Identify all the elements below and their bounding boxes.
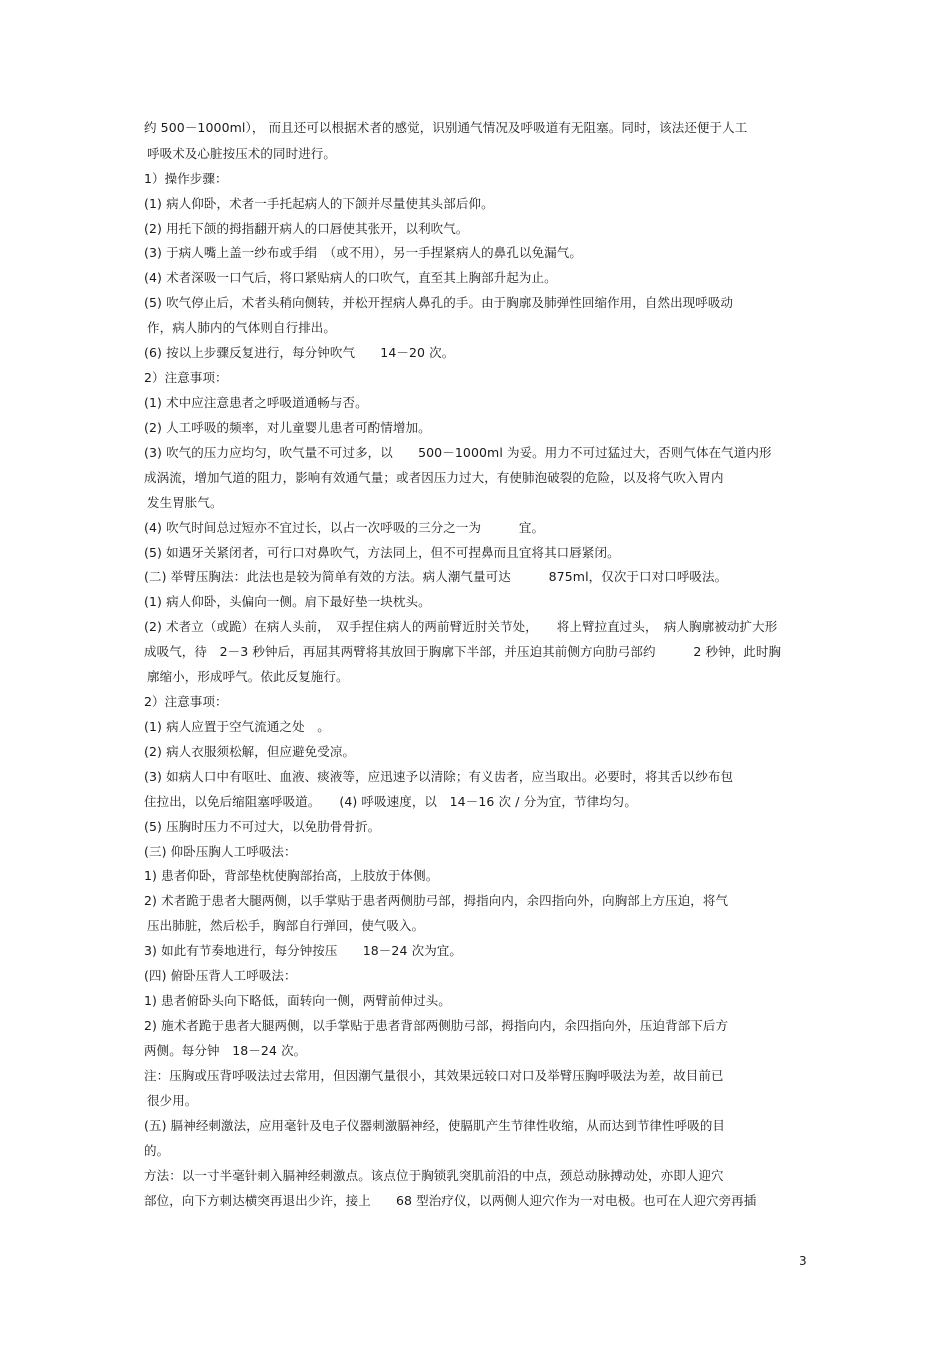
text-line: (1) 病人应置于空气流通之处 。	[144, 719, 330, 734]
text-line: (5) 压胸时压力不可过大，以免肋骨骨折。	[144, 819, 381, 834]
text-line: 发生胃胀气。	[147, 495, 223, 510]
section-heading: 2）注意事项：	[144, 694, 228, 709]
text-line: (6) 按以上步骤反复进行，每分钟吹气 14－20 次。	[144, 345, 455, 360]
text-line: 方法：以一寸半毫针刺入膈神经刺激点。该点位于胸锁乳突肌前沿的中点，颈总动脉搏动处，亦即人迎穴	[144, 1168, 724, 1183]
text-line: 成吸气，待 2－3 秒钟后，再屈其两臂将其放回于胸廓下半部，并压迫其前侧方向肋弓部约 2 秒钟，此时胸	[144, 644, 782, 659]
text-line: (5) 如遇牙关紧闭者，可行口对鼻吹气，方法同上，但不可捏鼻而且宜将其口唇紧闭。	[144, 545, 620, 560]
text-line: (1) 术中应注意患者之呼吸道通畅与否。	[144, 395, 368, 410]
section-heading: (四) 俯卧压背人工呼吸法：	[144, 968, 297, 983]
text-line: 两侧。每分钟 18－24 次。	[144, 1043, 307, 1058]
text-line: (1) 病人仰卧，术者一手托起病人的下颌并尽量使其头部后仰。	[144, 196, 494, 211]
text-line: 约 500－1000ml）， 而且还可以根据术者的感觉，识别通气情况及呼吸道有无阻塞。同时，该法还便于人工	[144, 120, 748, 135]
text-line: (4) 吹气时间总过短亦不宜过长，以占一次呼吸的三分之一为 宜。	[144, 520, 545, 535]
note-line: 很少用。	[147, 1093, 198, 1108]
text-line: 1) 患者仰卧，背部垫枕使胸部抬高，上肢放于体侧。	[144, 868, 439, 883]
text-line: (3) 吹气的压力应均匀，吹气量不可过多，以 500－1000ml 为妥。用力不可过猛过大，否则气体在气道内形	[144, 445, 772, 460]
page-number: 3	[799, 1254, 807, 1268]
text-line: 呼吸术及心脏按压术的同时进行。	[147, 146, 337, 161]
section-heading: (二) 举臂压胸法：此法也是较为简单有效的方法。病人潮气量可达 875ml，仅次于口对口呼吸法。	[144, 569, 728, 584]
section-heading: (三) 仰卧压胸人工呼吸法：	[144, 844, 297, 859]
section-heading: 1）操作步骤：	[144, 171, 228, 186]
text-line: (3) 于病人嘴上盖一纱布或手绢 （或不用），另一手捏紧病人的鼻孔以免漏气。	[144, 245, 582, 260]
text-line: 的。	[144, 1143, 170, 1158]
text-line: 部位，向下方刺达横突再退出少许，接上 68 型治疗仪，以两侧人迎穴作为一对电极。也可在人迎穴旁再插	[144, 1193, 757, 1208]
text-line: (2) 术者立（或跪）在病人头前， 双手捏住病人的两前臂近肘关节处， 将上臂拉直过头， 病人胸廓被动扩大形	[144, 619, 778, 634]
text-line: (4) 术者深吸一口气后，将口紧贴病人的口吹气，直至其上胸部升起为止。	[144, 270, 557, 285]
text-line: 2) 术者跪于患者大腿两侧，以手掌贴于患者两侧肋弓部，拇指向内，余四指向外，向胸部上方压迫，将气	[144, 893, 729, 908]
note-line: 注：压胸或压背呼吸法过去常用，但因潮气量很小，其效果远较口对口及举臂压胸呼吸法为差，故目前已	[144, 1068, 724, 1083]
section-heading: 2）注意事项：	[144, 370, 228, 385]
text-line: (3) 如病人口中有呕吐、血液、痰液等，应迅速予以清除；有义齿者，应当取出。必要时，将其舌以纱布包	[144, 769, 734, 784]
text-line: 压出肺脏，然后松手，胸部自行弹回，使气吸入。	[147, 918, 425, 933]
text-line: 成涡流，增加气道的阻力，影响有效通气量；或者因压力过大，有使肺泡破裂的危险，以及将气吹入胃内	[144, 470, 724, 485]
text-line: 3) 如此有节奏地进行，每分钟按压 18－24 次为宜。	[144, 943, 462, 958]
text-line: 2) 施术者跪于患者大腿两侧，以手掌贴于患者背部两侧肋弓部，拇指向内，余四指向外，压迫背部下后方	[144, 1018, 729, 1033]
text-line: (2) 人工呼吸的频率，对儿童婴儿患者可酌情增加。	[144, 420, 431, 435]
section-heading: (五) 膈神经刺激法，应用毫针及电子仪器刺激膈神经，使膈肌产生节律性收缩，从而达到节律性呼吸的目	[144, 1118, 726, 1133]
text-line: 1) 患者俯卧头向下略低，面转向一侧，两臂前伸过头。	[144, 993, 451, 1008]
text-line: 作，病人肺内的气体则自行排出。	[147, 320, 337, 335]
text-line: (5) 吹气停止后，术者头稍向侧转，并松开捏病人鼻孔的手。由于胸廓及肺弹性回缩作用，自然出现呼吸动	[144, 295, 734, 310]
text-line: 住拉出，以免后缩阻塞呼吸道。 (4) 呼吸速度，以 14－16 次 / 分为宜，节律均匀。	[144, 794, 637, 809]
text-line: (2) 病人衣服须松解，但应避免受凉。	[144, 744, 356, 759]
text-line: (2) 用托下颌的拇指翻开病人的口唇使其张开，以利吹气。	[144, 221, 469, 236]
text-line: 廓缩小，形成呼气。依此反复施行。	[147, 669, 349, 684]
text-line: (1) 病人仰卧，头偏向一侧。肩下最好垫一块枕头。	[144, 594, 431, 609]
